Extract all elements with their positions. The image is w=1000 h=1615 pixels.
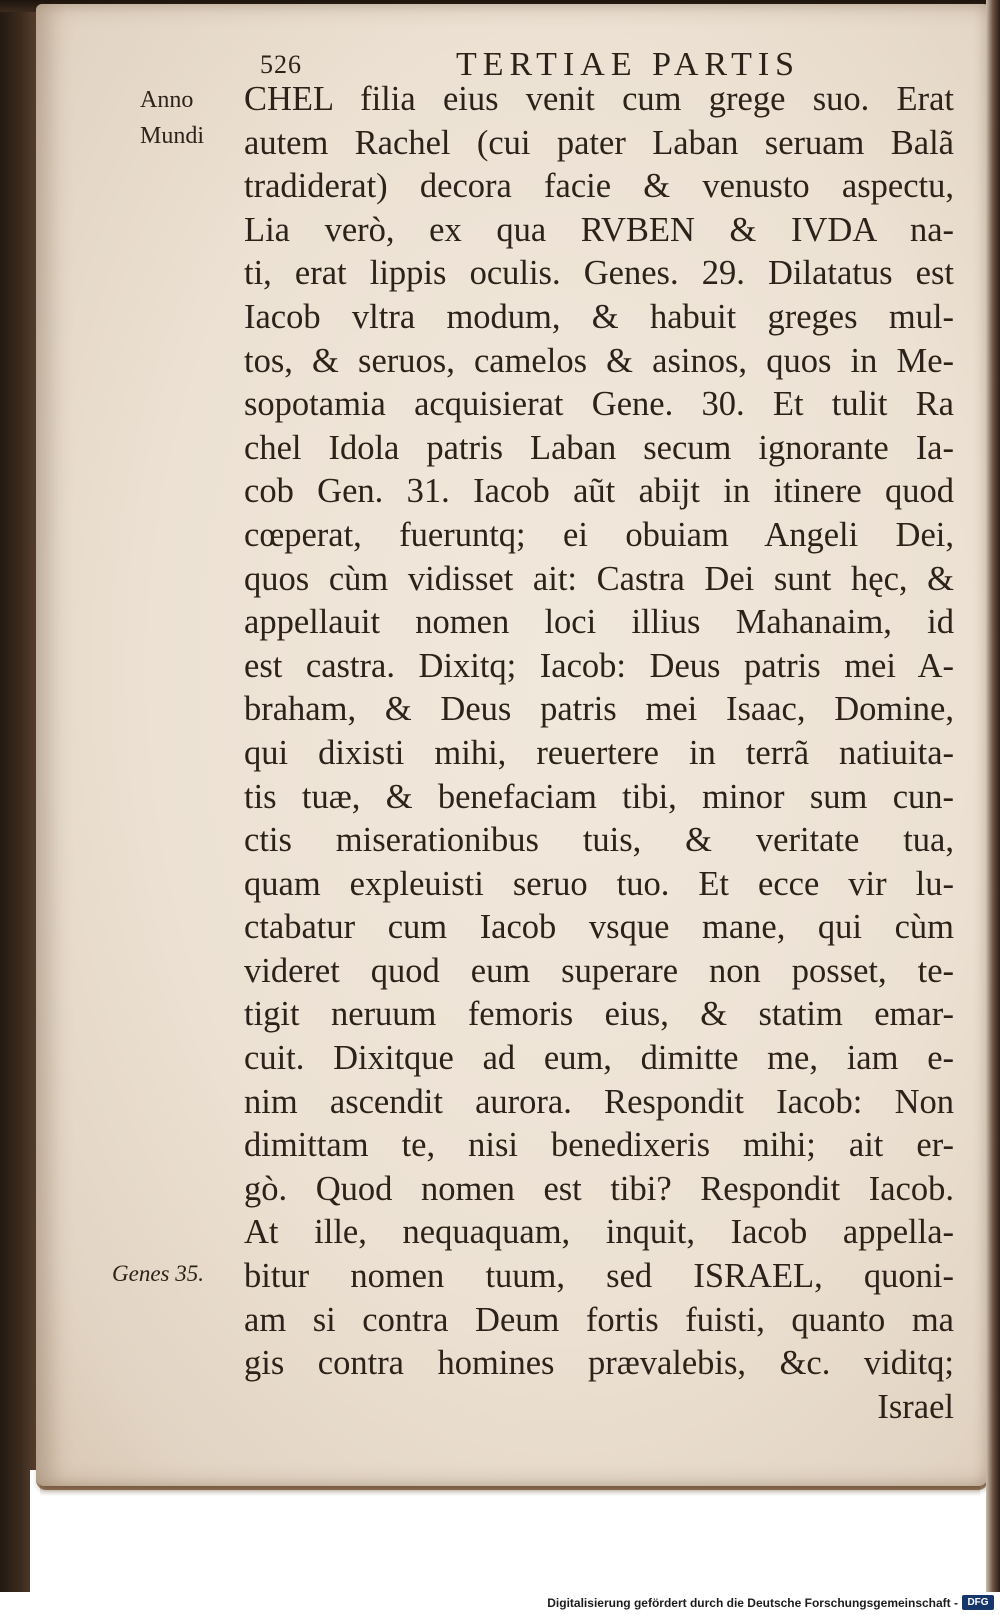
text-line: dimittam te, nisi benedixeris mihi; ait er- (244, 1126, 954, 1165)
margin-note-genesis-reference: Genes 35. (112, 1261, 204, 1286)
text-line: cob Gen. 31. Iacob aũt abijt in itinere quod (244, 472, 954, 511)
text-line: qui dixisti mihi, reuertere in terrã natiuita- (244, 733, 954, 772)
text-line: tradiderat) decora facie & venusto aspectu, (244, 167, 954, 206)
text-line: Israel (877, 1387, 954, 1426)
running-head-title: TERTIAE PARTIS (456, 46, 801, 83)
text-line: ti, erat lippis oculis. Genes. 29. Dilatatus est (244, 254, 954, 293)
text-line: autem Rachel (cui pater Laban seruam Balã (244, 123, 954, 162)
text-line: nim ascendit aurora. Respondit Iacob: Non (244, 1082, 954, 1121)
text-line: ctabatur cum Iacob vsque mane, qui cùm (244, 908, 954, 947)
text-line: bitur nomen tuum, sed ISRAEL, quoni- (244, 1257, 954, 1296)
book-cover-right-edge (986, 0, 1000, 1592)
text-line: est castra. Dixitq; Iacob: Deus patris mei A- (244, 646, 954, 685)
body-text (244, 78, 954, 1429)
text-line: appellauit nomen loci illius Mahanaim, id (244, 603, 954, 642)
text-line: Lia verò, ex qua RVBEN & IVDA na- (244, 210, 954, 249)
text-line: quos cùm vidisset ait: Castra Dei sunt hęc, & (244, 559, 954, 598)
footer-credit: Digitalisierung gefördert durch die Deutsche Forschungsgemeinschaft - (547, 1596, 958, 1610)
text-line: cœperat, fueruntq; ei obuiam Angeli Dei, (244, 515, 954, 554)
text-line: sopotamia acquisierat Gene. 30. Et tulit Ra (244, 385, 954, 424)
text-line: quam expleuisti seruo tuo. Et ecce vir lu- (244, 864, 954, 903)
text-line: Iacob vltra modum, & habuit greges mul- (244, 297, 954, 336)
dfg-logo: DFG (962, 1595, 994, 1610)
text-line: CHEL filia eius venit cum grege suo. Erat (244, 80, 954, 118)
text-line: gò. Quod nomen est tibi? Respondit Iacob. (244, 1169, 954, 1208)
margin-note-anno-mundi: Anno Mundi (140, 87, 205, 149)
footer-bar (0, 1592, 1000, 1615)
text-line: gis contra homines prævalebis, &c. viditq; (244, 1344, 954, 1383)
text-line: videret quod eum superare non posset, te- (244, 951, 954, 990)
text-line: braham, & Deus patris mei Isaac, Domine, (244, 690, 954, 729)
text-line: tigit neruum femoris eius, & statim emar- (244, 995, 954, 1034)
text-line: cuit. Dixitque ad eum, dimitte me, iam e- (244, 1039, 954, 1078)
text-line: tis tuæ, & benefaciam tibi, minor sum cun- (244, 777, 954, 816)
page-number: 526 (260, 50, 302, 79)
text-line: chel Idola patris Laban secum ignorante Ia- (244, 428, 954, 467)
text-line: tos, & seruos, camelos & asinos, quos in Me- (244, 341, 954, 380)
text-line: am si contra Deum fortis fuisti, quanto ma (244, 1300, 954, 1339)
text-line: At ille, nequaquam, inquit, Iacob appella- (244, 1213, 954, 1252)
text-line: ctis miserationibus tuis, & veritate tua, (244, 821, 954, 860)
